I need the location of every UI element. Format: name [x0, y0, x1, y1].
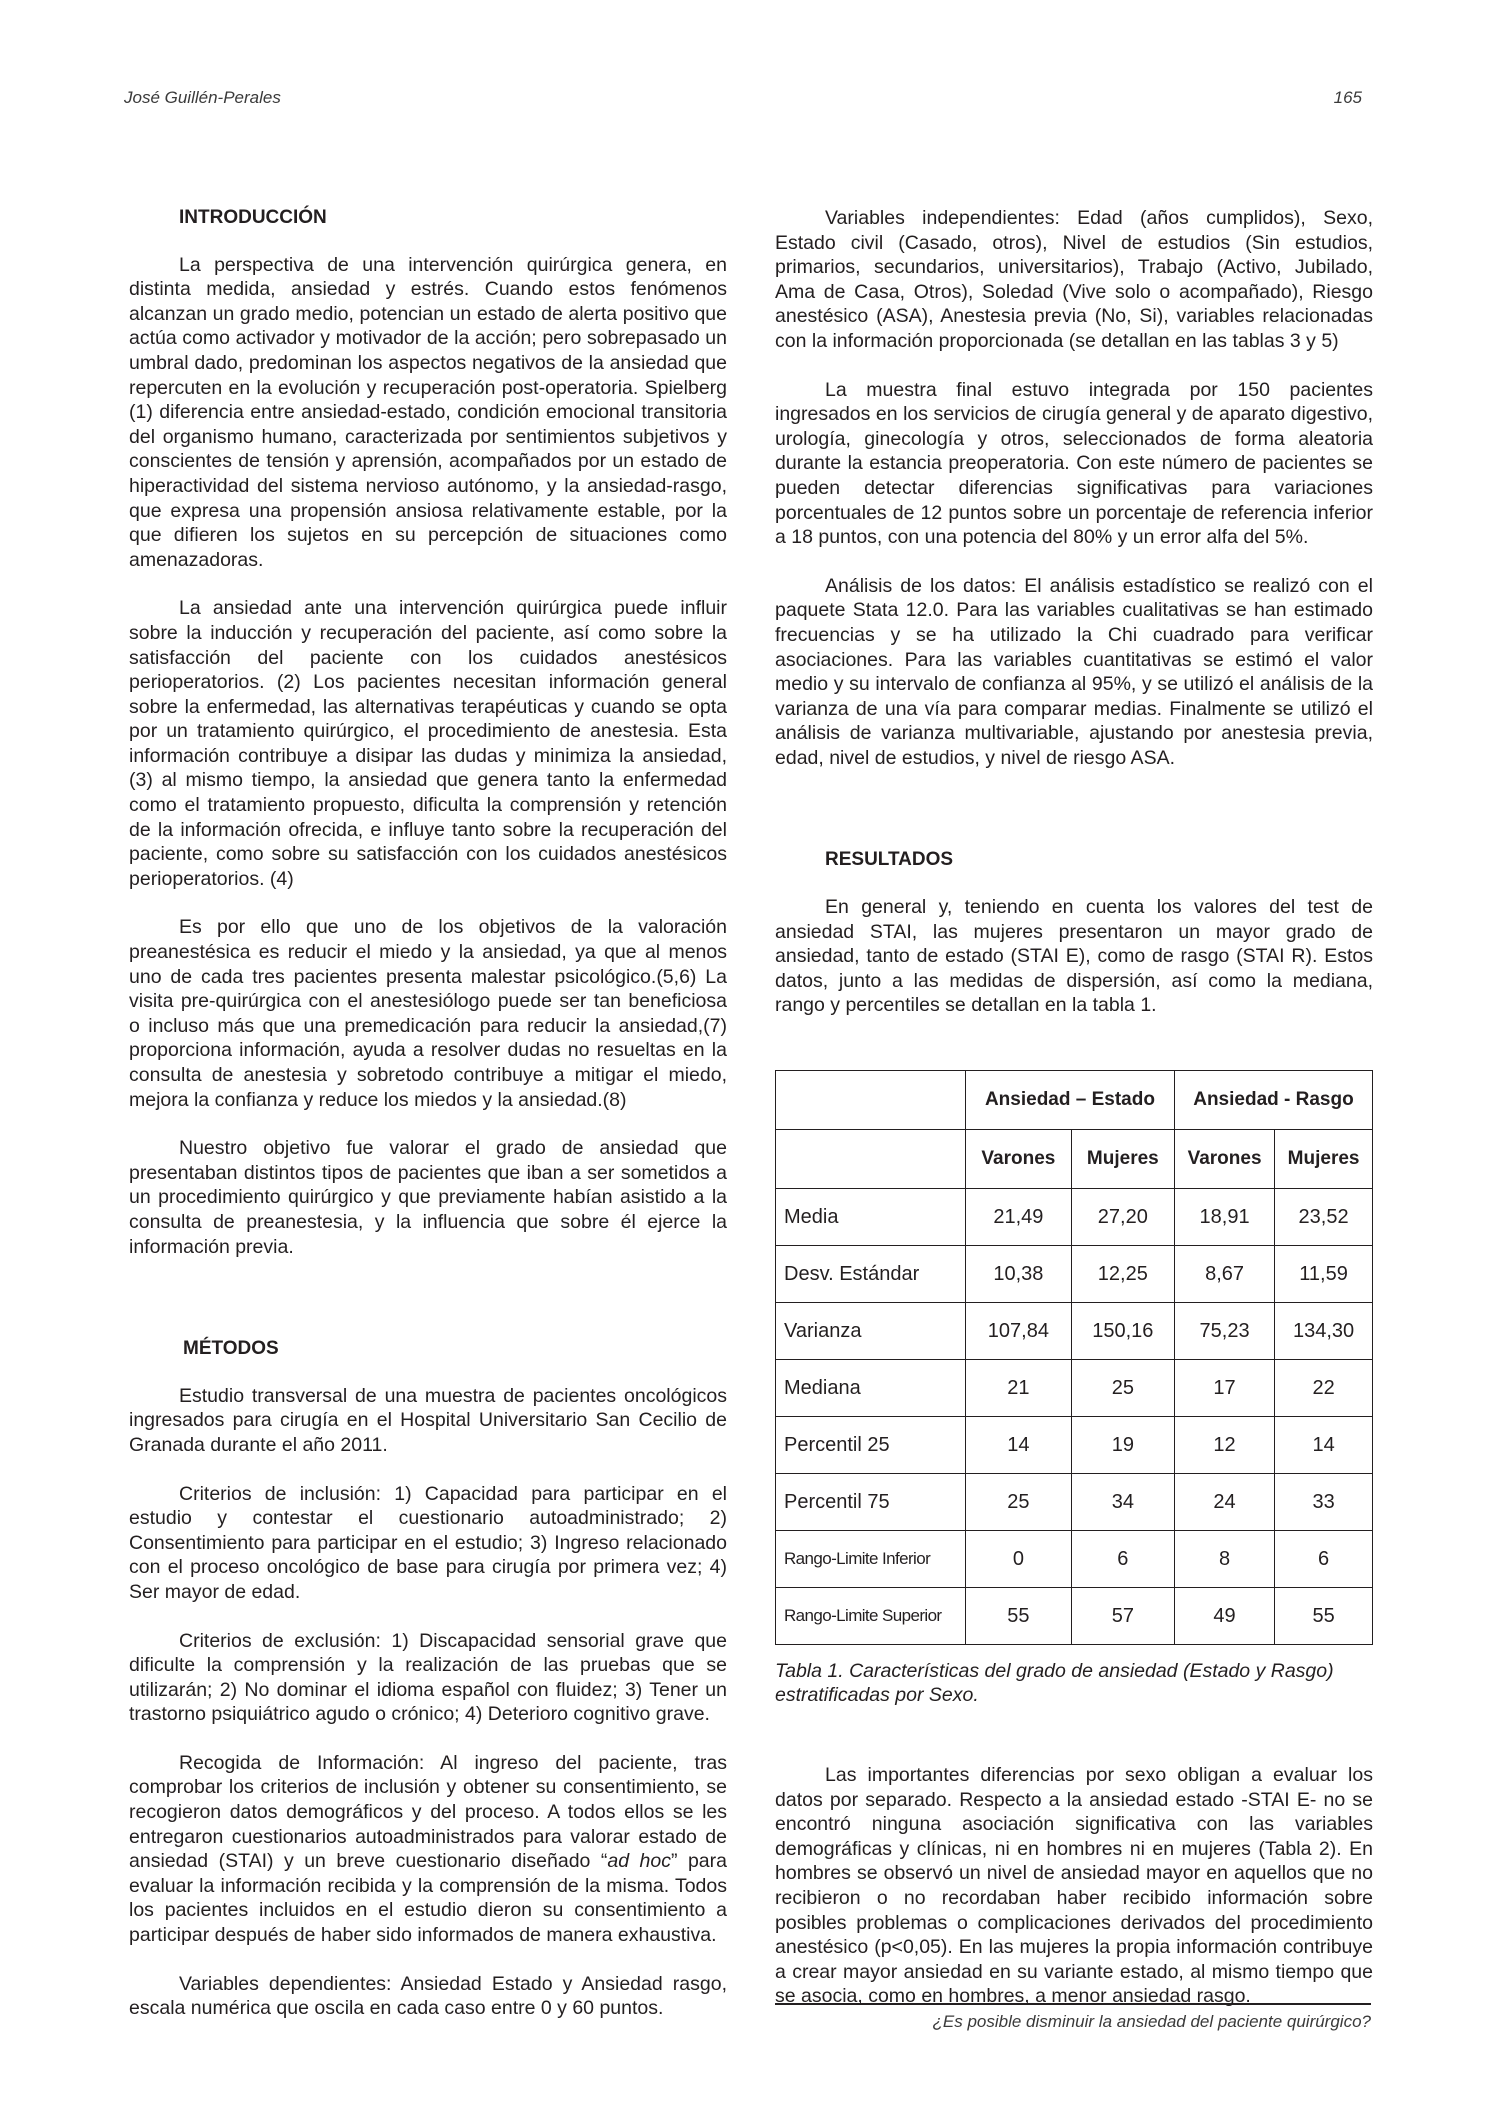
table-row [776, 1417, 1373, 1474]
row-label: Desv. Estándar [776, 1246, 966, 1303]
right-column [775, 206, 1373, 2033]
table-cell: 57 [1071, 1588, 1174, 1645]
page-number: 165 [1333, 88, 1362, 107]
author-name: José Guillén-Perales [124, 88, 281, 107]
table-header-row [776, 1071, 1373, 1130]
column-header: Mujeres [1275, 1130, 1373, 1189]
row-label: Media [776, 1189, 966, 1246]
paragraph: Análisis de los datos: El análisis estadístico se realizó con el paquete Stata 12.0. Para las variables cualitativas se han estimado frecuencias y se ha utilizado la Chi cuadrado para verificar asociaciones. Para las variables cuantitativas se estimó el valor medio y su intervalo de confianza al 95%, y se utilizó el análisis de la varianza de una vía para comparar medias. Finalmente se utilizó el análisis de varianza multivariable, ajustando por anestesia previa, edad, nivel de estudios, y nivel de riesgo ASA. [775, 574, 1373, 769]
table-caption: Tabla 1. Características del grado de ansiedad (Estado y Rasgo) estratificadas por Sexo. [775, 1660, 1334, 1707]
table-row [776, 1303, 1373, 1360]
paragraph: Las importantes diferencias por sexo obligan a evaluar los datos por separado. Respecto a la ansiedad estado -STAI E- no se encontró ninguna asociación significativa con las variables demográficas y clínicas, ni en hombres ni en mujeres (Tabla 2). En hombres se observó un nivel de ansiedad mayor en aquellos que no recibieron o no recordaban haber recibido información sobre posibles problemas o complicaciones derivados del procedimiento anestésico (p<0,05). En las mujeres la propia información contribuye a crear mayor ansiedad en su variante estado, al mismo tiempo que se asocia, como en hombres, a menor ansiedad rasgo. [775, 1764, 1373, 2008]
text-run: Recogida de Información: Al ingreso del paciente, tras comprobar los criterios de inclusión y obtener su consentimiento, se recogieron datos demográficos y del proceso. A todos ellos se les entregaron cuestionarios autoadministrados para valorar estado de ansiedad (STAI) y un breve cuestionario diseñado “ [129, 1751, 727, 1873]
table-row [776, 1531, 1373, 1588]
footer-rule [775, 2003, 1371, 2005]
table-cell: 14 [1275, 1417, 1373, 1474]
paragraph: Nuestro objetivo fue valorar el grado de ansiedad que presentaban distintos tipos de pacientes que iban a ser sometidos a un procedimiento quirúrgico y que previamente habían asistido a la consulta de preanestesia, y la influencia que sobre él ejerce la información previa. [129, 1137, 727, 1258]
running-head [124, 88, 1362, 108]
table-row [776, 1360, 1373, 1417]
column-header: Varones [966, 1130, 1072, 1189]
table-subheader-row [776, 1130, 1373, 1189]
paragraph: La muestra final estuvo integrada por 150 pacientes ingresados en los servicios de cirugía general y de aparato digestivo, urología, ginecología y otros, seleccionados de forma aleatoria durante la estancia preoperatoria. Con este número de pacientes se pueden detectar diferencias significativas para variaciones porcentuales de 12 puntos sobre un porcentaje de referencia inferior a 18 puntos, con una potencia del 80% y un error alfa del 5%. [775, 378, 1373, 549]
emphasis-text: ad hoc [607, 1850, 671, 1873]
column-group-header: Ansiedad - Rasgo [1174, 1071, 1372, 1130]
row-label: Percentil 75 [776, 1474, 966, 1531]
statistics-table [775, 1070, 1373, 1645]
paragraph [129, 1751, 727, 1948]
table-cell: 107,84 [966, 1303, 1072, 1360]
table-cell: 14 [966, 1417, 1072, 1474]
table-cell: 134,30 [1275, 1303, 1373, 1360]
table-cell: 55 [966, 1588, 1072, 1645]
row-label: Rango-Limite Inferior [776, 1531, 966, 1588]
column-group-header: Ansiedad – Estado [966, 1071, 1175, 1130]
paragraph: Criterios de exclusión: 1) Discapacidad sensorial grave que dificulte la comprensión y la realización de las pruebas que se utilizarán; 2) No dominar el idioma español con fluidez; 3) Tener un trastorno psiquiátrico agudo o crónico; 4) Deterioro cognitivo grave. [129, 1629, 727, 1726]
table-cell: 12,25 [1071, 1246, 1174, 1303]
row-label: Percentil 25 [776, 1417, 966, 1474]
paragraph: En general y, teniendo en cuenta los valores del test de ansiedad STAI, las mujeres presentaron un mayor grado de ansiedad, tanto de estado (STAI E), como de rasgo (STAI R). Estos datos, junto a las medidas de dispersión, así como la mediana, rango y percentiles se detallan en la tabla 1. [775, 896, 1373, 1017]
table-row [776, 1189, 1373, 1246]
paragraph: La perspectiva de una intervención quirúrgica genera, en distinta medida, ansiedad y estrés. Cuando estos fenómenos alcanzan un grado medio, potencian un estado de alerta positivo que actúa como activador y motivador de la acción; pero sobrepasado un umbral dado, predominan los aspectos negativos de la ansiedad que repercuten en la evolución y recuperación post-operatoria. Spielberg (1) diferencia entre ansiedad-estado, condición emocional transitoria del organismo humano, caracterizada por sentimientos subjetivos y conscientes de tensión y aprensión, acompañados por un estado de hiperactividad del sistema nervioso autónomo, y la ansiedad-rasgo, que expresa una propensión ansiosa relativamente estable, por la que difieren los sujetos en su percepción de situaciones como amenazadoras. [129, 253, 727, 571]
paragraph: Criterios de inclusión: 1) Capacidad para participar en el estudio y contestar el cuestionario autoadministrado; 2) Consentimiento para participar en el estudio; 3) Ingreso relacionado con el proceso oncológico de base para cirugía por primera vez; 4) Ser mayor de edad. [129, 1482, 727, 1603]
table-cell: 21,49 [966, 1189, 1072, 1246]
table-cell: 17 [1174, 1360, 1274, 1417]
column-header: Mujeres [1071, 1130, 1174, 1189]
table-cell: 150,16 [1071, 1303, 1174, 1360]
table-cell: 25 [966, 1474, 1072, 1531]
table-cell: 8 [1174, 1531, 1274, 1588]
table-cell: 34 [1071, 1474, 1174, 1531]
table-cell: 23,52 [1275, 1189, 1373, 1246]
table-cell: 24 [1174, 1474, 1274, 1531]
column-header: Varones [1174, 1130, 1274, 1189]
table-cell: 25 [1071, 1360, 1174, 1417]
running-footer: ¿Es posible disminuir la ansiedad del paciente quirúrgico? [932, 2012, 1371, 2031]
row-label: Varianza [776, 1303, 966, 1360]
paragraph: Variables dependientes: Ansiedad Estado y Ansiedad rasgo, escala numérica que oscila en cada caso entre 0 y 60 puntos. [129, 1972, 727, 2020]
table-row [776, 1588, 1373, 1645]
table-cell: 8,67 [1174, 1246, 1274, 1303]
table-cell: 18,91 [1174, 1189, 1274, 1246]
table-cell: 55 [1275, 1588, 1373, 1645]
table-cell: 19 [1071, 1417, 1174, 1474]
row-label: Mediana [776, 1360, 966, 1417]
table-cell: 6 [1071, 1531, 1174, 1588]
section-heading-introduccion: INTRODUCCIÓN [179, 207, 327, 228]
table-row [776, 1474, 1373, 1531]
table-cell: 33 [1275, 1474, 1373, 1531]
row-label: Rango-Limite Superior [776, 1588, 966, 1645]
table-cell: 11,59 [1275, 1246, 1373, 1303]
table-row [776, 1246, 1373, 1303]
paragraph: Estudio transversal de una muestra de pacientes oncológicos ingresados para cirugía en el Hospital Universitario San Cecilio de Granada durante el año 2011. [129, 1384, 727, 1456]
section-heading-metodos: MÉTODOS [183, 1338, 279, 1360]
table-corner-cell [776, 1130, 966, 1189]
text-run: ” para evaluar la información recibida y la comprensión de la misma. Todos los pacientes incluidos en el estudio dieron su consentimiento a participar después de haber sido informados de manera exhaustiva. [129, 1850, 727, 1947]
paragraph: La ansiedad ante una intervención quirúrgica puede influir sobre la inducción y recuperación del paciente, así como sobre la satisfacción del paciente con los cuidados anestésicos perioperatorios. (2) Los pacientes necesitan información general sobre la enfermedad, las alternativas terapéuticas y cuando se opta por un tratamiento quirúrgico, el procedimiento de anestesia. Esta información contribuye a disipar las dudas y minimiza la ansiedad, (3) al mismo tiempo, la ansiedad que genera tanto la enfermedad como el tratamiento propuesto, dificulta la comprensión y retención de la información ofrecida, e influye tanto sobre la recuperación del paciente, como sobre su satisfacción con los cuidados anestésicos perioperatorios. (4) [129, 597, 727, 890]
paragraph: Variables independientes: Edad (años cumplidos), Sexo, Estado civil (Casado, otros), Nivel de estudios (Sin estudios, primarios, secundarios, universitarios), Trabajo (Activo, Jubilado, Ama de Casa, Otros), Soledad (Vive solo o acompañado), Riesgo anestésico (ASA), Anestesia previa (No, Si), variables relacionadas con la información proporcionada (se detallan en las tablas 3 y 5) [775, 207, 1373, 352]
table-cell: 21 [966, 1360, 1072, 1417]
table-cell: 22 [1275, 1360, 1373, 1417]
table-corner-cell [776, 1071, 966, 1130]
paragraph: Es por ello que uno de los objetivos de la valoración preanestésica es reducir el miedo y la ansiedad, ya que al menos uno de cada tres pacientes presenta malestar psicológico.(5,6) La visita pre-quirúrgica con el anestesiólogo puede ser tan beneficiosa o incluso más que una premedicación para reducir la ansiedad,(7) proporciona información, ayuda a resolver dudas no resueltas en la consulta de anestesia y sobretodo contribuye a mitigar el miedo, mejora la confianza y reduce los miedos y la ansiedad.(8) [129, 916, 727, 1111]
left-column [129, 206, 727, 2045]
section-heading-resultados: RESULTADOS [825, 849, 954, 871]
table-cell: 0 [966, 1531, 1072, 1588]
table-cell: 27,20 [1071, 1189, 1174, 1246]
table-cell: 49 [1174, 1588, 1274, 1645]
table-cell: 6 [1275, 1531, 1373, 1588]
table-cell: 75,23 [1174, 1303, 1274, 1360]
table-cell: 10,38 [966, 1246, 1072, 1303]
table-cell: 12 [1174, 1417, 1274, 1474]
